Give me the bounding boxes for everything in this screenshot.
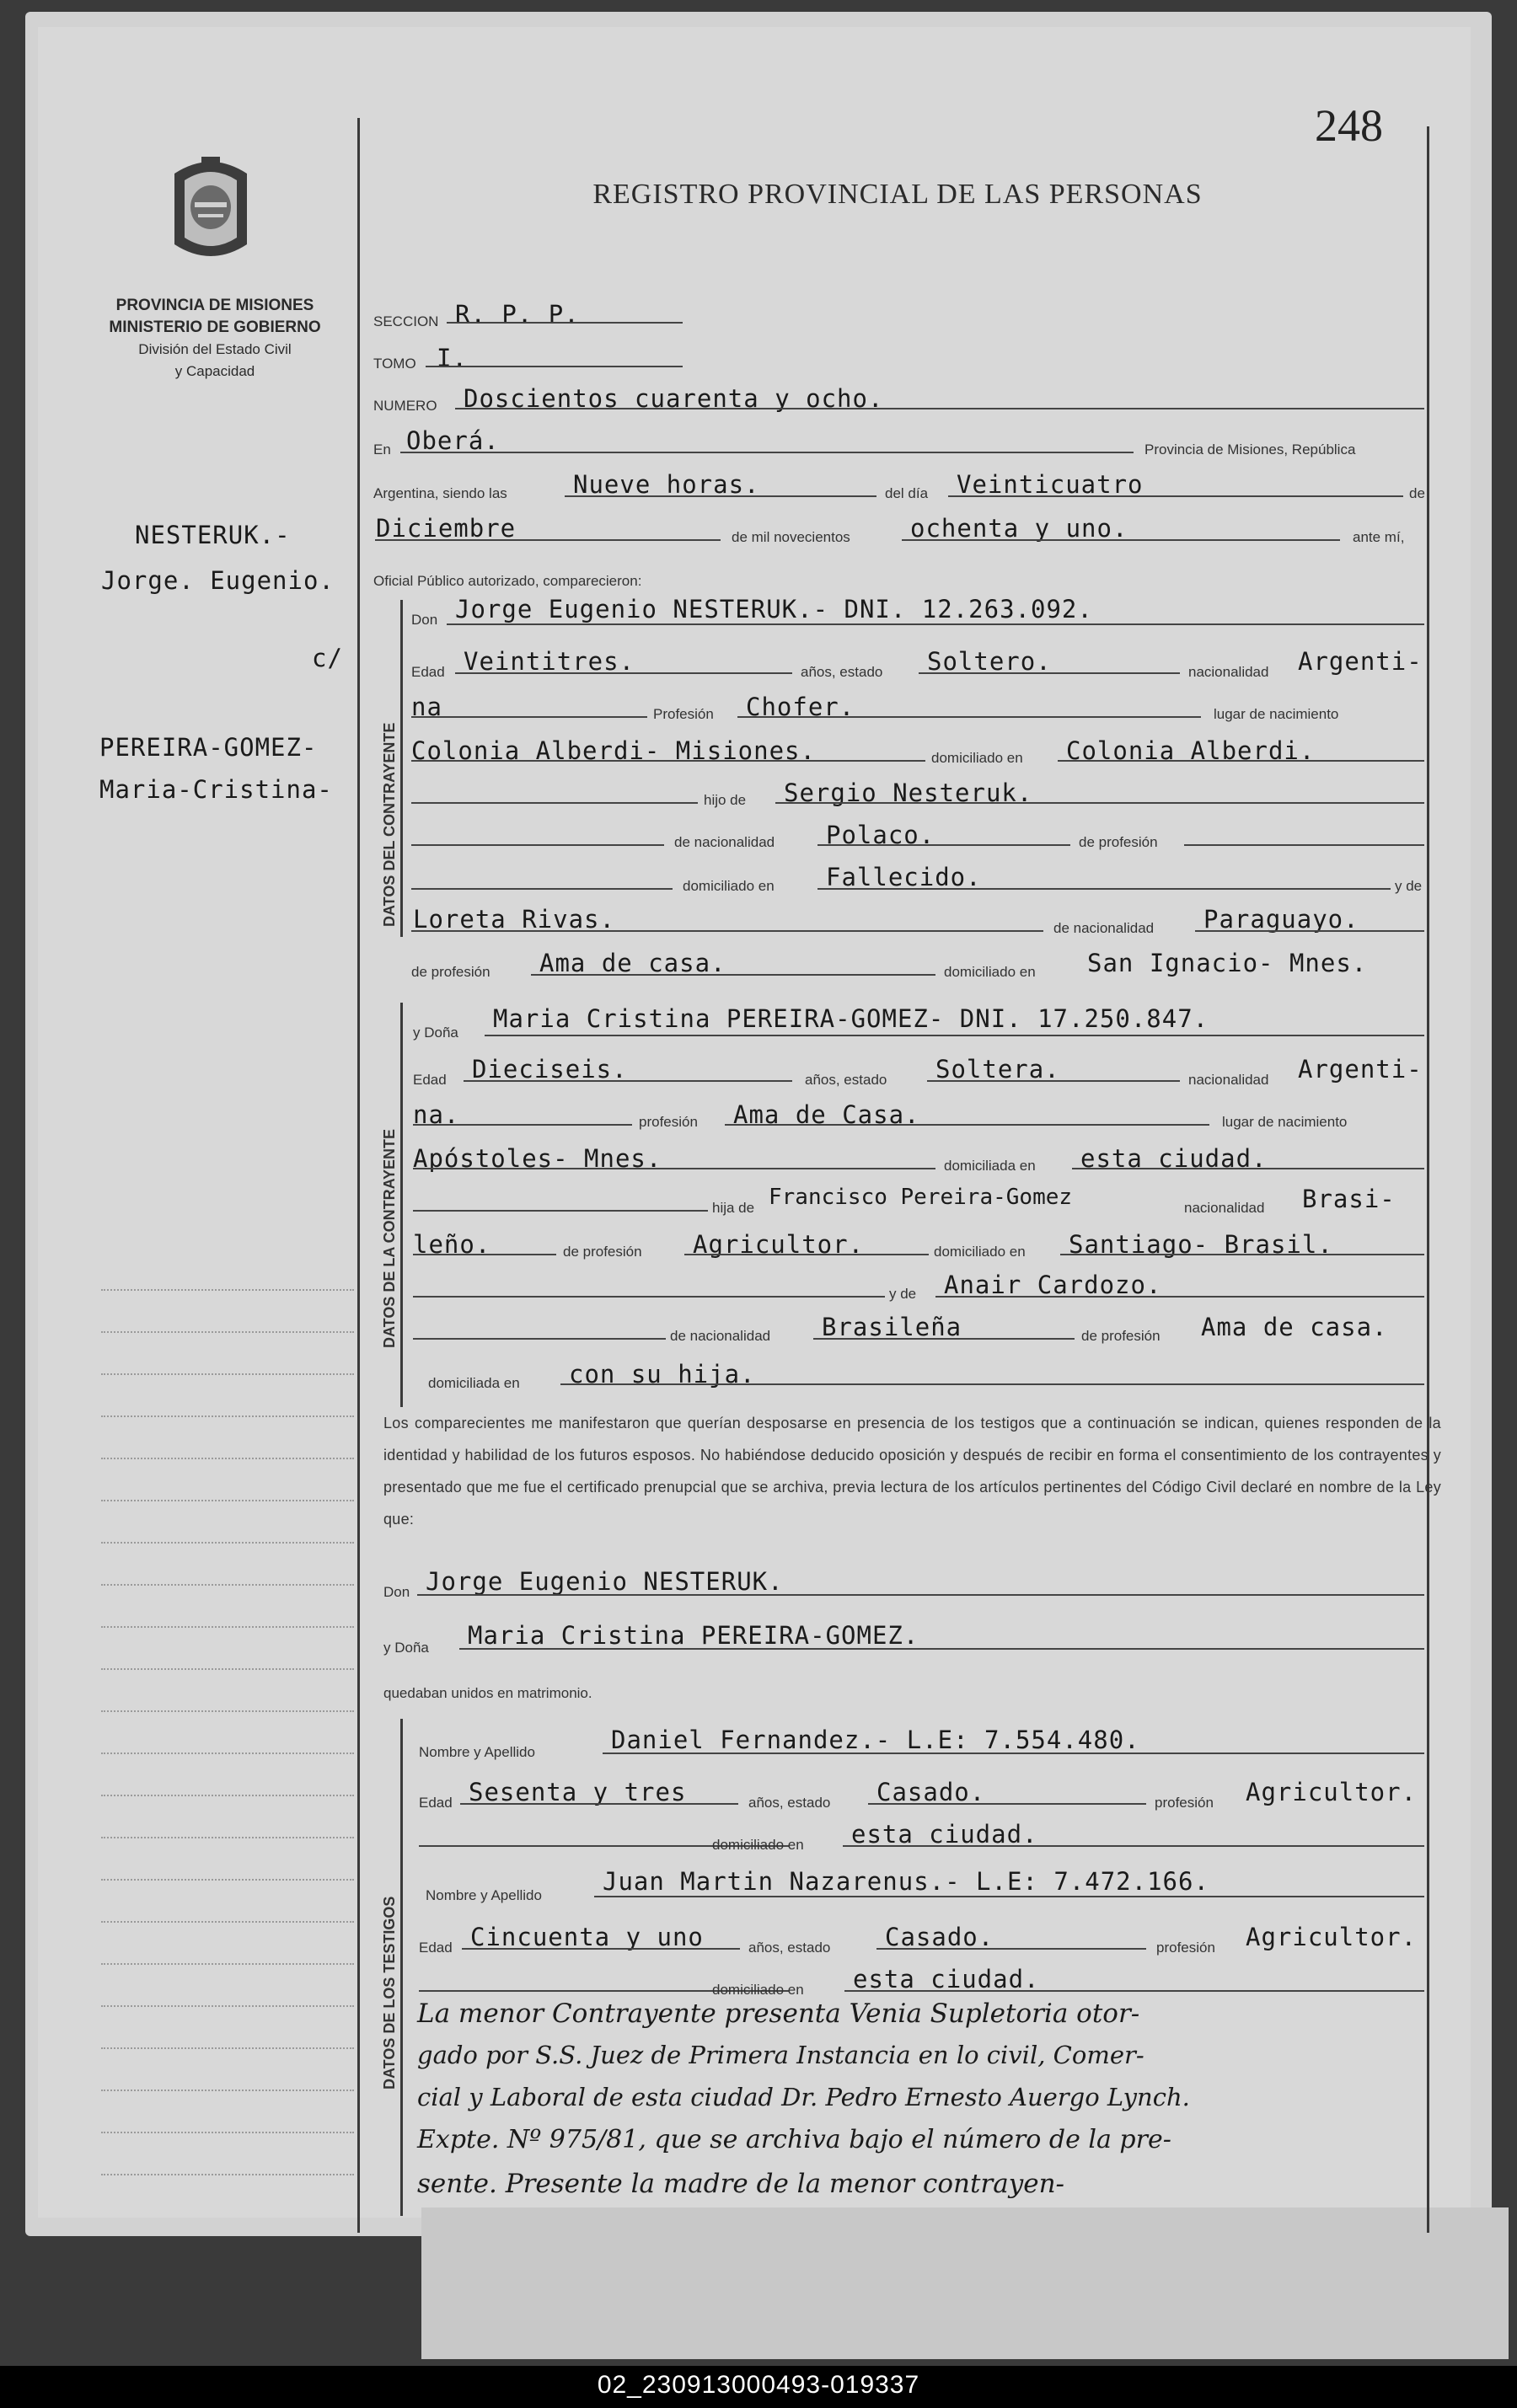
seccion-value: R. P. P. <box>455 300 580 329</box>
margin-note-name-2: Maria-Cristina- <box>99 775 333 804</box>
hija-de-label: hija de <box>712 1200 755 1216</box>
margin-note-surname-2: PEREIRA-GOMEZ- <box>99 733 318 762</box>
testigo1-profesion-label: profesión <box>1155 1795 1214 1811</box>
madre-novia-domicilio: con su hija. <box>569 1360 756 1389</box>
novio-nombre: Jorge Eugenio NESTERUK.- DNI. 12.263.092. <box>455 595 1093 623</box>
don-final: Jorge Eugenio NESTERUK. <box>426 1567 784 1596</box>
y-dona-label: y Doña <box>413 1025 458 1041</box>
anio-value: ochenta y uno. <box>910 514 1128 543</box>
tomo-label: TOMO <box>373 356 416 372</box>
padre-novio: Sergio Nesteruk. <box>784 779 1033 807</box>
argentina-label: Argentina, siendo las <box>373 485 507 501</box>
de-label: de <box>1409 485 1425 501</box>
testigo2-edad: Cincuenta y uno <box>470 1923 704 1951</box>
testigo1-profesion: Agricultor. <box>1246 1778 1418 1806</box>
nacionalidad-label: nacionalidad <box>1188 664 1269 680</box>
profesion-label: Profesión <box>653 706 714 722</box>
padre-novio-domicilio: Fallecido. <box>826 863 982 891</box>
novio-estado: Soltero. <box>927 647 1052 676</box>
testigo2-estado-label: años, estado <box>748 1940 831 1956</box>
testigo1-domicilio: esta ciudad. <box>851 1820 1038 1849</box>
novio-lugar: Colonia Alberdi- Misiones. <box>411 736 816 765</box>
en-label: En <box>373 441 391 458</box>
folio-number: 248 <box>1315 100 1383 151</box>
madre-novia: Anair Cardozo. <box>944 1271 1162 1299</box>
madre-novio-nac: Paraguayo. <box>1203 905 1359 934</box>
testigo2-estado: Casado. <box>885 1923 994 1951</box>
dona-final-label: y Doña <box>383 1640 429 1656</box>
seccion-label: SECCION <box>373 313 439 329</box>
right-border-line <box>1427 126 1429 2233</box>
datos-testigos-label: DATOS DE LOS TESTIGOS <box>381 1896 398 2090</box>
division-name: División del Estado Civil <box>138 341 292 357</box>
ciudad-value: Oberá. <box>406 426 500 455</box>
novia-estado-label: años, estado <box>805 1072 887 1088</box>
testigo2-profesion-label: profesión <box>1156 1940 1215 1956</box>
image-id-caption: 02_230913000493-019337 <box>597 2371 920 2399</box>
madre-domiciliado-label: domiciliado en <box>944 964 1036 980</box>
novia-edad: Dieciseis. <box>472 1055 628 1084</box>
padre-novia-domicilio: Santiago- Brasil. <box>1069 1230 1333 1259</box>
de-nacionalidad-label: de nacionalidad <box>674 834 775 850</box>
issuing-office <box>76 295 354 383</box>
lugar-nacimiento-label: lugar de nacimiento <box>1214 706 1339 722</box>
novia-nacionalidad-label: nacionalidad <box>1188 1072 1269 1088</box>
novia-profesion-label: profesión <box>639 1114 698 1130</box>
padre-novia-nac-cont: leño. <box>413 1230 491 1259</box>
testigo1-dom-label: domiciliado en <box>712 1837 804 1853</box>
madre-novia-prof: Ama de casa. <box>1201 1313 1388 1341</box>
novio-edad: Veintitres. <box>464 647 635 676</box>
underlying-page <box>421 2207 1509 2359</box>
novia-nacionalidad: Argenti- <box>1298 1055 1423 1084</box>
novio-profesion: Chofer. <box>746 693 855 721</box>
novia-estado: Soltera. <box>935 1055 1060 1084</box>
declaration-paragraph: Los comparecientes me manifestaron que querían desposarse en presencia de los testigos que a continuación se indican, quienes responden de la identidad y habilidad de los futuros esposos. No habiéndose deducido oposición y después de recibir en forma el consentimiento de los contrayentes y presentado que me fue el certificado prenupcial que se archiva, previa lectura de los artículos pertinentes del Código Civil declaré en nombre de la Ley que: <box>383 1415 1441 1528</box>
testigo1-edad: Sesenta y tres <box>469 1778 687 1806</box>
madre-profesion-label: de profesión <box>411 964 490 980</box>
don-label: Don <box>411 612 438 628</box>
novia-domiciliada-label: domiciliada en <box>944 1158 1036 1174</box>
provincial-seal-icon <box>164 150 257 268</box>
madre-novio-domicilio: San Ignacio- Mnes. <box>1087 949 1368 977</box>
division-name-2: y Capacidad <box>174 363 255 379</box>
padre-novio-nac: Polaco. <box>826 821 935 849</box>
madre-novia-nac: Brasileña <box>822 1313 962 1341</box>
novia-profesion: Ama de Casa. <box>733 1100 920 1129</box>
padre-novia-nac: Brasi- <box>1302 1185 1396 1213</box>
tomo-value: I. <box>437 344 468 372</box>
novia-domicilio: esta ciudad. <box>1080 1144 1268 1173</box>
testigo1-nombre: Daniel Fernandez.- L.E: 7.554.480. <box>611 1726 1140 1754</box>
testigo1-edad-label: Edad <box>419 1795 453 1811</box>
mes-value: Diciembre <box>376 514 517 543</box>
numero-value: Doscientos cuarenta y ocho. <box>464 384 884 413</box>
novia-nombre: Maria Cristina PEREIRA-GOMEZ- DNI. 17.250.847. <box>493 1004 1209 1033</box>
margin-note-con: c/ <box>312 644 343 672</box>
novio-nacionalidad-cont: na <box>411 693 442 721</box>
novio-domicilio: Colonia Alberdi. <box>1066 736 1316 765</box>
domiciliado-en-label-2: domiciliado en <box>683 878 775 894</box>
madre-novia-nac-label: de nacionalidad <box>670 1328 771 1344</box>
note-line-2: gado por S.S. Juez de Primera Instancia en lo civil, Comer- <box>417 2041 1144 2069</box>
dia-value: Veinticuatro <box>957 470 1144 499</box>
dona-final: Maria Cristina PEREIRA-GOMEZ. <box>468 1621 919 1650</box>
madre-novio-prof: Ama de casa. <box>539 949 726 977</box>
province-name: PROVINCIA DE MISIONES <box>115 297 314 314</box>
margin-note-name: Jorge. Eugenio. <box>101 566 335 595</box>
testigo1-nombre-label: Nombre y Apellido <box>419 1744 535 1760</box>
novio-nacionalidad: Argenti- <box>1298 647 1423 676</box>
testigo1-estado: Casado. <box>876 1778 986 1806</box>
provincia-label: Provincia de Misiones, República <box>1144 441 1356 458</box>
del-dia-label: del día <box>885 485 929 501</box>
edad-label: Edad <box>411 664 445 680</box>
hijo-de-label: hijo de <box>704 792 747 808</box>
padre-novia-prof: Agricultor. <box>693 1230 865 1259</box>
testigo2-domicilio: esta ciudad. <box>853 1965 1040 1993</box>
datos-contrayente-f-label: DATOS DE LA CONTRAYENTE <box>381 1128 398 1348</box>
note-line-5: sente. Presente la madre de la menor contrayen- <box>417 2169 1065 2199</box>
novia-lugar: Apóstoles- Mnes. <box>413 1144 662 1173</box>
de-profesion-label: de profesión <box>1079 834 1158 850</box>
testigo2-profesion: Agricultor. <box>1246 1923 1418 1951</box>
testigo2-nombre: Juan Martin Nazarenus.- L.E: 7.472.166. <box>603 1867 1209 1896</box>
domiciliado-label: domiciliado en <box>931 750 1023 766</box>
note-line-1: La menor Contrayente presenta Venia Supletoria otor- <box>417 1999 1140 2029</box>
estado-label: años, estado <box>801 664 883 680</box>
novia-nacionalidad-cont: na. <box>413 1100 460 1129</box>
oficial-label: Oficial Público autorizado, comparecieron: <box>373 573 642 589</box>
margin-note-surname: NESTERUK.- <box>135 521 291 549</box>
document-title: REGISTRO PROVINCIAL DE LAS PERSONAS <box>592 179 1203 210</box>
testigo2-edad-label: Edad <box>419 1940 453 1956</box>
madre-novia-dom-label: domiciliada en <box>428 1375 520 1391</box>
padre-novia: Francisco Pereira-Gomez <box>769 1185 1073 1210</box>
y-de-label: y de <box>1395 878 1423 894</box>
quedaban-label: quedaban unidos en matrimonio. <box>383 1685 592 1701</box>
madre-novia-y-de-label: y de <box>889 1286 917 1302</box>
novia-lugar-label: lugar de nacimiento <box>1222 1114 1348 1130</box>
don-final-label: Don <box>383 1584 410 1600</box>
margin-line <box>357 118 360 2233</box>
padre-novia-prof-label: de profesión <box>563 1244 642 1260</box>
ministry-name: MINISTERIO DE GOBIERNO <box>109 318 321 336</box>
padre-novia-dom-label: domiciliado en <box>934 1244 1026 1260</box>
madre-novio: Loreta Rivas. <box>413 905 615 934</box>
datos-contrayente-label: DATOS DEL CONTRAYENTE <box>381 722 398 927</box>
numero-label: NUMERO <box>373 398 437 414</box>
ante-mi-label: ante mí, <box>1353 529 1405 545</box>
novia-edad-label: Edad <box>413 1072 447 1088</box>
testigo2-nombre-label: Nombre y Apellido <box>426 1887 542 1903</box>
note-line-4: Expte. Nº 975/81, que se archiva bajo el número de la pre- <box>417 2125 1171 2154</box>
de-mil-label: de mil novecientos <box>732 529 850 545</box>
note-line-3: cial y Laboral de esta ciudad Dr. Pedro Ernesto Auergo Lynch. <box>417 2083 1190 2111</box>
padre-novia-nac-label: nacionalidad <box>1184 1200 1265 1216</box>
madre-novia-prof-label: de profesión <box>1081 1328 1161 1344</box>
hora-value: Nueve horas. <box>573 470 760 499</box>
testigo2-dom-label: domiciliado en <box>712 1982 804 1998</box>
madre-nacionalidad-label: de nacionalidad <box>1053 920 1155 936</box>
testigo1-estado-label: años, estado <box>748 1795 831 1811</box>
